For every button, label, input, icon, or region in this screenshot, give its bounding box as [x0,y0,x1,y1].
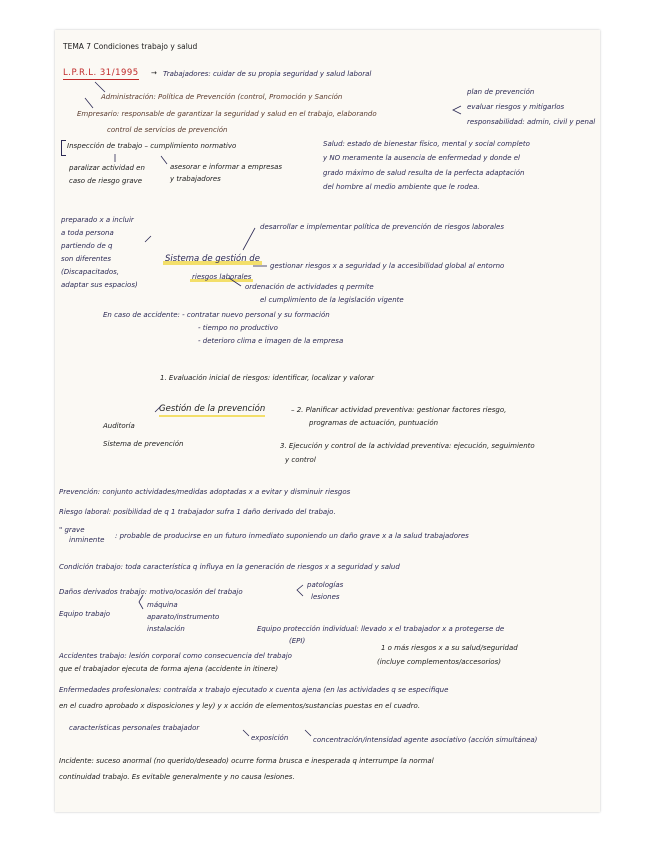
execution-step-1: 3. Ejecución y control de la actividad preventiva: ejecución, seguimiento [280,442,535,450]
ppe-2: (EPI) [289,637,306,645]
prevention-system: Sistema de prevención [103,440,184,448]
arrow-icon [305,730,311,736]
stop-activity-2: caso de riesgo grave [69,177,143,185]
concentration: concentración/intensidad agente asociativo (acción simultánea) [313,736,538,744]
inclusion-6: adaptar sus espacios) [61,281,138,289]
connector-arrows [55,30,600,812]
arrow-icon [95,82,105,92]
inclusion-2: a toda persona [61,229,114,237]
inclusion-1: preparado x a incluir [61,216,134,224]
develop-policy: desarrollar e implementar política de prevención de riesgos laborales [260,223,504,231]
inspection-line: Inspección de trabajo – cumplimiento normativo [67,142,237,150]
accident-case-1: En caso de accidente: - contratar nuevo personal y su formación [103,311,330,319]
inclusion-4: son diferentes [61,255,112,263]
arrow-icon [155,406,161,412]
notebook-page [55,30,600,812]
evaluation-step: 1. Evaluación inicial de riesgos: identificar, localizar y valorar [160,374,375,382]
inclusion-3: partiendo de q [61,242,113,250]
health-def-4: del hombre al medio ambiente que le rodea. [323,183,480,191]
prevention-definition: Prevención: conjunto actividades/medidas adoptadas x a evitar y disminuir riesgos [59,488,351,496]
accident-case-2: - tiempo no productivo [198,324,278,332]
advise-1: asesorar e informar a empresas [170,163,283,171]
arrow-icon [145,236,151,242]
evaluate-risks: evaluar riesgos y mitigarlos [467,103,565,111]
execution-step-2: y control [285,456,316,464]
personal-characteristics: características personales trabajador [69,724,200,732]
incident-2: continuidad trabajo. Es evitable generalmente y no causa lesiones. [59,773,295,781]
responsibility: responsabilidad: admin, civil y penal [467,118,596,126]
ordering-2: el cumplimiento de la legislación vigente [260,296,404,304]
audit: Auditoría [103,422,135,430]
labor-risk-definition: Riesgo laboral: posibilidad de q 1 trabajador sufra 1 daño derivado del trabajo. [59,508,336,516]
inclusion-5: (Discapacitados, [61,268,120,276]
ppe-4: (incluye complementos/accesorios) [377,658,501,666]
arrow-icon [243,730,249,736]
pathologies: patologías [307,581,344,589]
workers-line: Trabajadores: cuidar de su propia seguridad y salud laboral [163,70,372,78]
arrow-icon [229,278,241,286]
arrow-icon: → [151,69,157,77]
planning-step-1: – 2. Planificar actividad preventiva: gestionar factores riesgo, [291,406,507,414]
law-reference: L.P.R.L. 31/1995 [63,68,139,78]
service-control: control de servicios de prevención [107,126,228,134]
accident-case-3: - deterioro clima e imagen de la empresa [198,337,344,345]
injuries: lesiones [311,593,340,601]
ppe-3: 1 o más riesgos x a su salud/seguridad [381,644,518,652]
occupational-diseases-1: Enfermedades profesionales: contraída x trabajo ejecutado x cuenta ajena (en las actividades q se especifique [59,686,449,694]
stop-activity-1: paralizar actividad en [69,164,145,172]
prevention-plan: plan de prevención [467,88,535,96]
arrow-icon [161,156,167,164]
page-title: TEMA 7 Condiciones trabajo y salud [63,42,198,51]
arrow-icon [243,228,255,250]
arrow-icon [85,98,93,108]
occupational-diseases-2: en el cuadro aprobado x disposiciones y ley) y x acción de elementos/sustancias puestas en el cuadro. [59,702,421,710]
management-system-1: Sistema de gestión de [165,254,260,264]
prevention-management: Gestión de la prevención [159,404,265,417]
incident-1: Incidente: suceso anormal (no querido/deseado) ocurre forma brusca e inesperada q interrumpe la normal [59,757,434,765]
bracket-icon [139,595,143,609]
serious-risk-2: inminente [69,536,105,544]
bracket-icon [297,585,303,596]
work-accidents-2: que el trabajador ejecuta de forma ajena (accidente in itinere) [59,665,279,673]
work-accidents-1: Accidentes trabajo: lesión corporal como consecuencia del trabajo [59,652,292,660]
serious-risk-definition: : probable de producirse en un futuro inmediato suponiendo un daño grave x a la salud trabajadores [115,532,469,540]
health-def-1: Salud: estado de bienestar físico, mental y social completo [323,140,530,148]
health-def-3: grado máximo de salud resulta de la perfecta adaptación [323,169,525,177]
ordering-1: ordenación de actividades q permite [245,283,374,291]
employer-line: Empresario: responsable de garantizar la seguridad y salud en el trabajo, elaborando [77,110,377,118]
bracket-icon [453,106,461,114]
apparatus: aparato/instrumento [147,613,220,621]
health-def-2: y NO meramente la ausencia de enfermedad y donde el [323,154,521,162]
machine: máquina [147,601,178,609]
manage-risks: gestionar riesgos x a seguridad y la accesibilidad global al entorno [270,262,505,270]
exposure: exposición [251,734,289,742]
work-condition: Condición trabajo: toda característica q influya en la generación de riesgos x a seguridad y salud [59,563,400,571]
advise-2: y trabajadores [170,175,221,183]
work-damage: Daños derivados trabajo: motivo/ocasión del trabajo [59,588,243,596]
serious-risk-1: " grave [59,526,85,534]
work-equipment: Equipo trabajo [59,610,111,618]
administration-line: Administración: Política de Prevención (control, Promoción y Sanción [101,93,343,101]
ppe-1: Equipo protección individual: llevado x el trabajador x a protegerse de [257,625,505,633]
planning-step-2: programas de actuación, puntuación [309,419,439,427]
installation: instalación [147,625,185,633]
management-system-2: riesgos laborales [192,273,252,281]
